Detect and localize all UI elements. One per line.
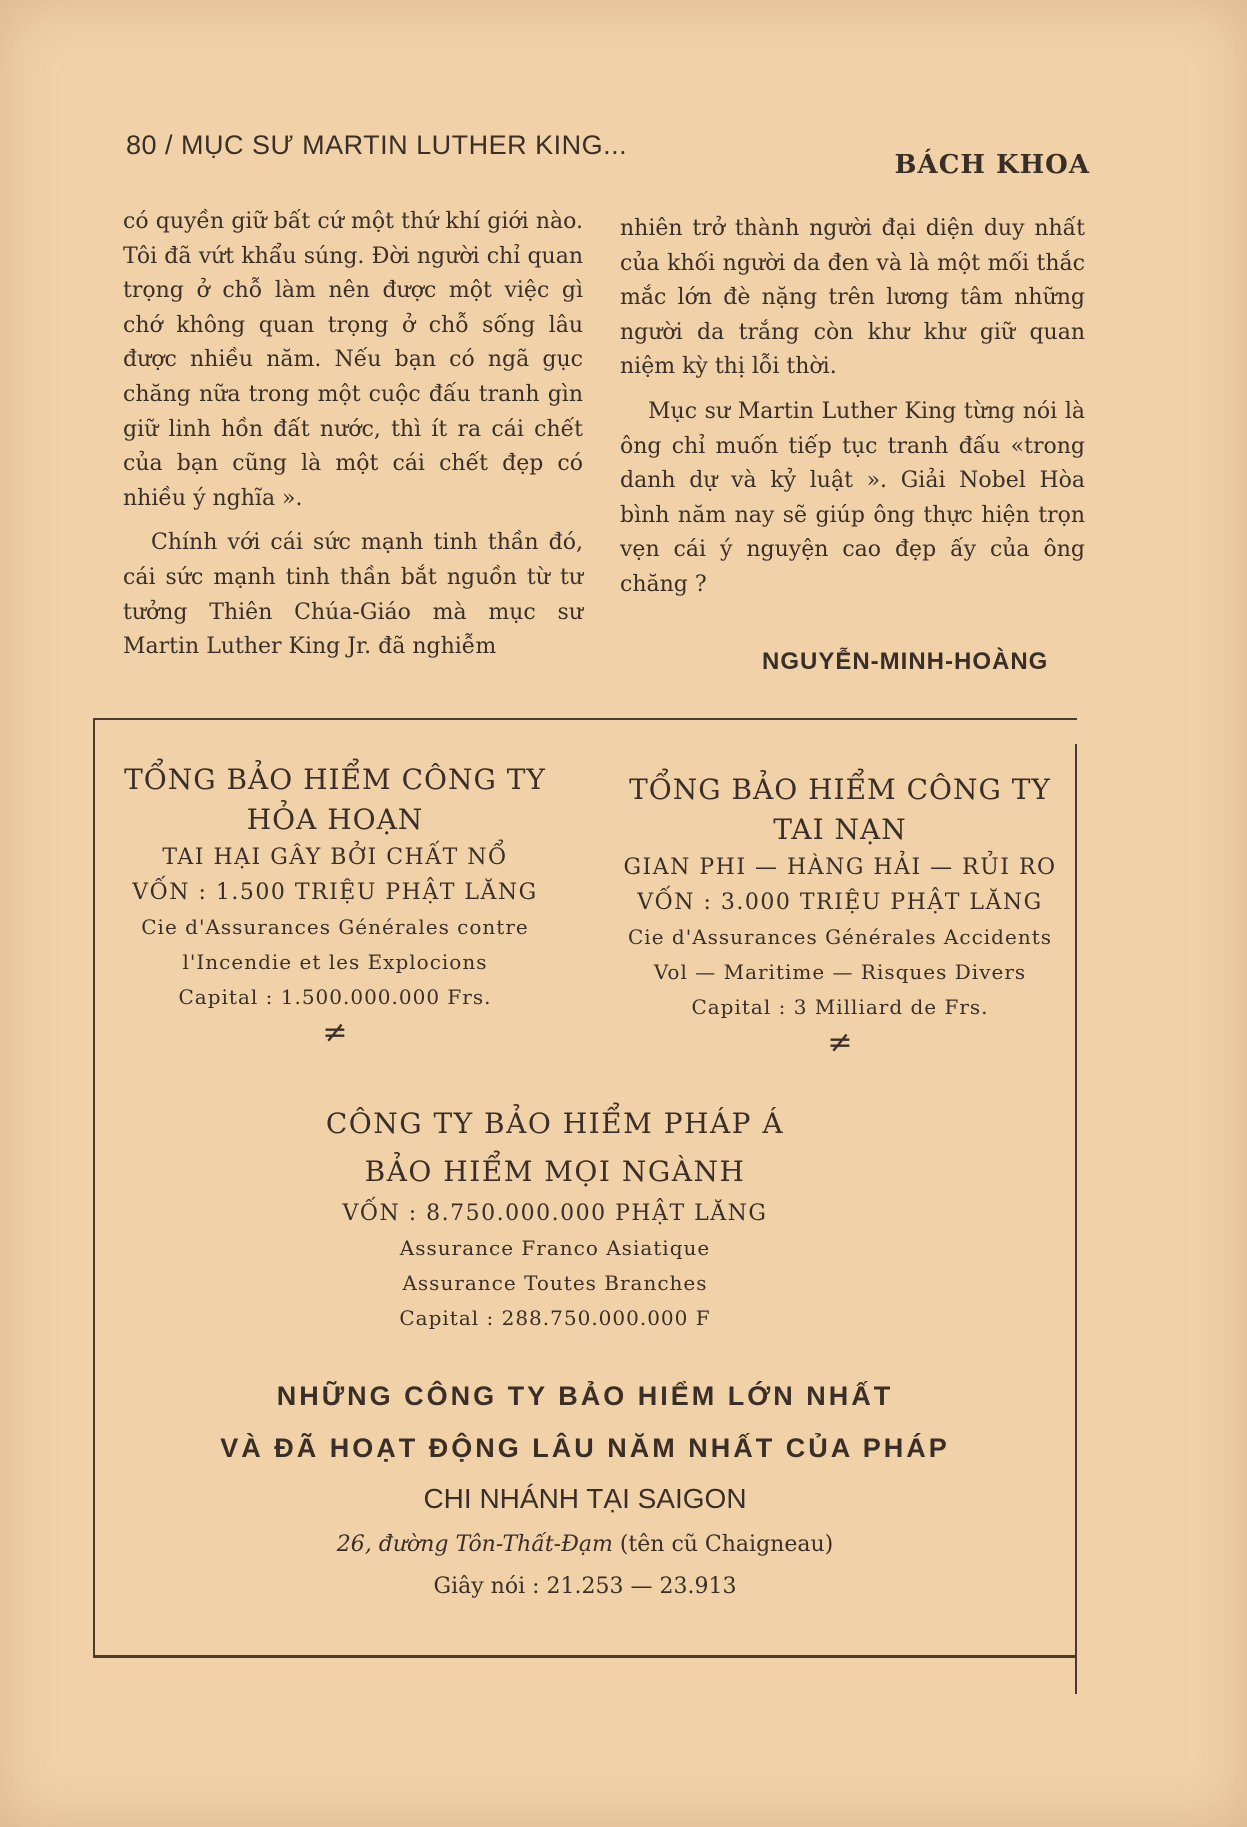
ad-fire-insurance <box>115 760 555 1051</box>
ad-line-fr: Vol — Maritime — Risques Divers <box>653 960 1027 984</box>
header-page-title: 80 / MỤC SƯ MARTIN LUTHER KING... <box>126 130 628 160</box>
ad-slogan: VÀ ĐÃ HOẠT ĐỘNG LÂU NĂM NHẤT CỦA PHÁP <box>220 1433 950 1463</box>
ad-line-fr: Cie d'Assurances Générales contre <box>141 915 529 939</box>
ad-line-fr: Assurance Toutes Branches <box>402 1271 708 1295</box>
ad-subtitle: HỎA HOẠN <box>246 803 424 836</box>
ad-line-fr: Assurance Franco Asiatique <box>399 1236 711 1260</box>
ad-capital-fr: Capital : 3 Milliard de Frs. <box>691 995 989 1019</box>
ad-capital-fr: Capital : 1.500.000.000 Frs. <box>178 985 492 1009</box>
article-author: NGUYỄN-MINH-HOÀNG <box>762 648 1049 675</box>
ad-line: GIAN PHI — HÀNG HẢI — RỦI RO <box>623 855 1057 880</box>
running-header <box>126 130 1090 180</box>
article-paragraph: có quyền giữ bất cứ một thứ khí giới nào. Tôi đã vứt khẩu súng. Đời người chỉ quan trọng ở chỗ làm nên được một việc gì chớ không quan trọng ở chỗ sống lâu được nhiều năm. Nếu bạn có ngã gục chăng nữa trong một cuộc đấu tranh gìn giữ linh hồn đất nước, thì ít ra cái chết của bạn cũng là một cái chết đẹp có nhiều ý nghĩa ». <box>123 209 583 511</box>
ad-capital-vn: VỐN : 1.500 TRIỆU PHẬT LĂNG <box>132 880 538 905</box>
ad-capital-fr: Capital : 288.750.000.000 F <box>399 1306 711 1330</box>
ornament-separator: ≠ <box>322 1015 348 1050</box>
ad-accident-insurance <box>605 770 1075 1061</box>
ad-title: TỔNG BẢO HIỂM CÔNG TY <box>629 773 1051 806</box>
ad-title: CÔNG TY BẢO HIỂM PHÁP Á <box>325 1107 785 1140</box>
ad-street: 26, đường Tôn-Thất-Đạm <box>336 1532 613 1557</box>
ad-franco-asiatique <box>215 1100 895 1336</box>
article-paragraph: nhiên trở thành người đại diện duy nhất của khối người da đen và là một mối thắc mắc lớn đè nặng trên lương tâm những người da trắng còn khư khư giữ quan niệm kỳ thị lỗi thời. <box>620 216 1085 380</box>
article-column-right <box>620 212 1085 603</box>
insurance-advertisement <box>93 718 1077 1658</box>
ad-subtitle: BẢO HIỂM MỌI NGÀNH <box>364 1155 746 1188</box>
article-paragraph: Chính với cái sức mạnh tinh thần đó, cái sức mạnh tinh thần bắt nguồn từ tư tưởng Thiên Chúa-Giáo mà mục sư Martin Luther King Jr. đã nghiễm <box>123 530 583 660</box>
ad-title: TỔNG BẢO HIỂM CÔNG TY <box>124 763 546 796</box>
ad-line-fr: l'Incendie et les Explocions <box>182 950 488 974</box>
ad-line-fr: Cie d'Assurances Générales Accidents <box>628 925 1052 949</box>
article-paragraph: Mục sư Martin Luther King từng nói là ông chỉ muốn tiếp tục tranh đấu «trong danh dự và kỷ luật ». Giải Nobel Hòa bình năm nay sẽ giúp ông thực hiện trọn vẹn cái ý nguyện cao đẹp ấy của ông chăng ? <box>620 398 1085 597</box>
ad-subtitle: TAI NẠN <box>773 813 907 846</box>
ornament-separator: ≠ <box>827 1025 853 1060</box>
ad-old-name: (tên cũ Chaigneau) <box>612 1532 834 1557</box>
ad-right-border <box>1075 744 1077 1694</box>
ad-line: TAI HẠI GÂY BỞI CHẤT NỔ <box>162 845 508 870</box>
ad-phone: Giây nói : 21.253 — 23.913 <box>433 1574 737 1599</box>
ad-branch: CHI NHÁNH TẠI SAIGON <box>423 1483 747 1514</box>
article-column-left <box>123 205 583 665</box>
ad-address <box>115 1524 1055 1566</box>
ad-capital-vn: VỐN : 3.000 TRIỆU PHẬT LĂNG <box>637 890 1043 915</box>
header-magazine-name: BÁCH KHOA <box>894 150 1090 180</box>
ad-footer <box>115 1370 1055 1608</box>
ad-slogan: NHỮNG CÔNG TY BẢO HIỂM LỚN NHẤT <box>276 1381 894 1411</box>
ad-capital-vn: VỐN : 8.750.000.000 PHẬT LĂNG <box>342 1201 768 1226</box>
